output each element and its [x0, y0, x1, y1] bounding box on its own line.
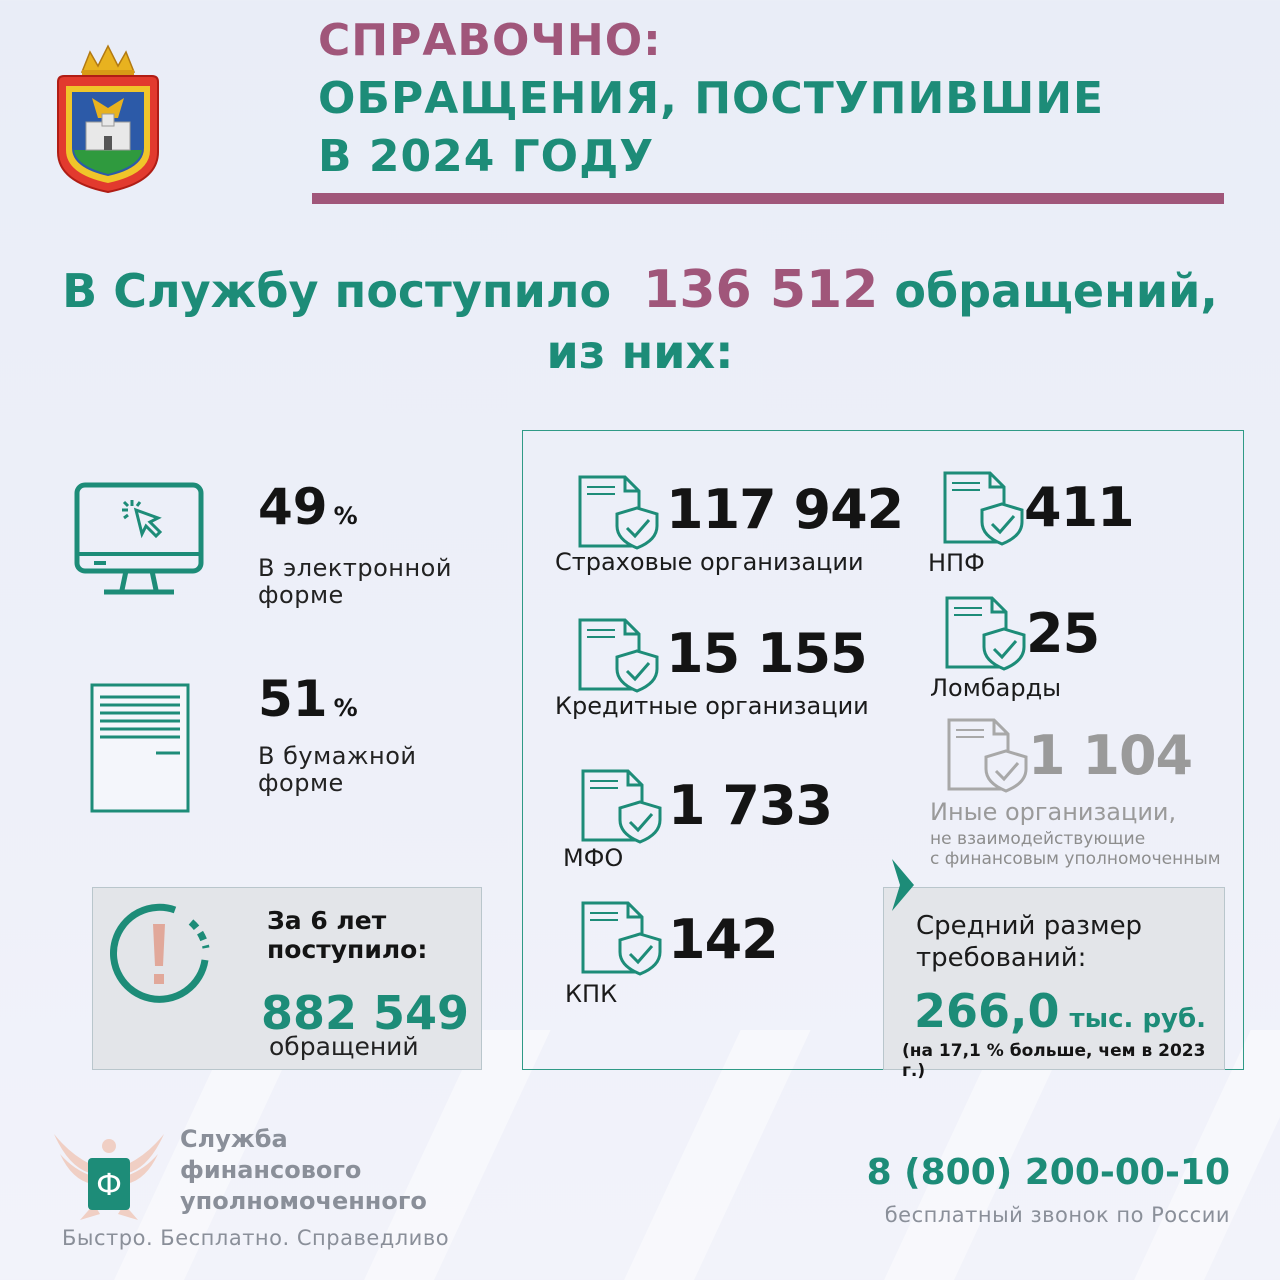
average-claim-box	[883, 887, 1225, 1081]
footer-org-line3: уполномоченного	[180, 1187, 427, 1215]
document-shield-icon	[577, 617, 661, 693]
paper-label-line2: форме	[258, 769, 344, 797]
electronic-label-line1: В электронной	[258, 554, 452, 582]
title-underline	[312, 193, 1224, 204]
headline-suffix: обращений,	[894, 264, 1218, 318]
org-other-value: 1 104	[1028, 724, 1193, 787]
footer-slogan: Быстро. Бесплатно. Справедливо	[62, 1226, 450, 1250]
org-mfo-value: 1 733	[668, 774, 833, 837]
title-line-3: В 2024 ГОДУ	[318, 131, 655, 182]
org-credit-label: Кредитные организации	[555, 692, 869, 720]
six-years-label-line1: За 6 лет	[267, 906, 387, 935]
average-claim-note: (на 17,1 % больше, чем в 2023 г.)	[902, 1041, 1206, 1081]
exclamation-circle-icon	[105, 900, 215, 1004]
computer-click-icon	[74, 482, 204, 600]
org-mfo-label: МФО	[563, 844, 624, 872]
document-shield-icon	[580, 768, 664, 844]
paper-percent-unit: %	[333, 694, 358, 722]
footer-org-line2: финансового	[180, 1156, 362, 1184]
document-shield-icon	[577, 474, 661, 550]
coat-of-arms-icon	[52, 42, 164, 194]
average-claim-label	[916, 910, 1142, 974]
org-npf-label: НПФ	[928, 549, 985, 577]
org-credit-value: 15 155	[666, 622, 867, 685]
paper-percent-value: 51	[258, 670, 328, 728]
title-line-1: СПРАВОЧНО:	[318, 15, 662, 66]
document-shield-icon	[942, 470, 1026, 546]
org-pawnshop-label: Ломбарды	[930, 674, 1062, 702]
financial-ombudsman-logo-icon	[50, 1124, 168, 1224]
footer-phone-note: бесплатный звонок по России	[884, 1203, 1230, 1227]
org-insurance-value: 117 942	[666, 478, 904, 541]
electronic-percent-value: 49	[258, 478, 328, 536]
org-other-label: Иные организации,	[930, 798, 1177, 826]
six-years-label	[267, 906, 427, 964]
document-shield-icon	[580, 900, 664, 976]
logo-letter: Ф	[96, 1168, 122, 1203]
org-other-note	[930, 829, 1221, 869]
average-claim-value-wrap	[914, 984, 1206, 1038]
paper-label	[258, 743, 417, 797]
title-line-2: ОБРАЩЕНИЯ, ПОСТУПИВШИЕ	[318, 73, 1105, 124]
org-other-note-line2: с финансовым уполномоченным	[930, 849, 1221, 869]
six-years-box	[92, 887, 482, 1070]
average-claim-label-line2: требований:	[916, 943, 1087, 973]
average-claim-value: 266,0	[914, 984, 1060, 1038]
headline	[0, 258, 1280, 323]
paper-document-icon	[90, 683, 190, 813]
paper-label-line1: В бумажной	[258, 742, 417, 770]
electronic-percent-unit: %	[333, 502, 358, 530]
org-kpk-value: 142	[668, 908, 778, 971]
footer-org-line1: Служба	[180, 1125, 288, 1153]
average-claim-unit: тыс. руб.	[1069, 1004, 1207, 1034]
headline-line2: из них:	[546, 325, 734, 379]
document-shield-icon	[944, 595, 1028, 671]
org-pawnshop-value: 25	[1026, 602, 1100, 665]
electronic-label-line2: форме	[258, 581, 344, 609]
paper-percent	[258, 670, 358, 728]
document-shield-icon	[946, 717, 1030, 793]
headline-total: 136 512	[643, 260, 879, 320]
headline-prefix: В Службу поступило	[62, 264, 612, 318]
org-insurance-label: Страховые организации	[555, 548, 864, 576]
electronic-percent	[258, 478, 358, 536]
org-npf-value: 411	[1024, 476, 1134, 539]
footer-org-name	[180, 1124, 427, 1217]
six-years-unit: обращений	[269, 1032, 419, 1061]
electronic-label	[258, 555, 452, 609]
six-years-value: 882 549	[261, 986, 470, 1040]
footer-phone[interactable]: 8 (800) 200-00-10	[866, 1152, 1230, 1193]
average-claim-label-line1: Средний размер	[916, 911, 1143, 941]
six-years-label-line2: поступило:	[267, 935, 428, 964]
chevron-right-icon	[890, 855, 920, 915]
org-kpk-label: КПК	[565, 980, 618, 1008]
org-other-note-line1: не взаимодействующие	[930, 829, 1146, 849]
